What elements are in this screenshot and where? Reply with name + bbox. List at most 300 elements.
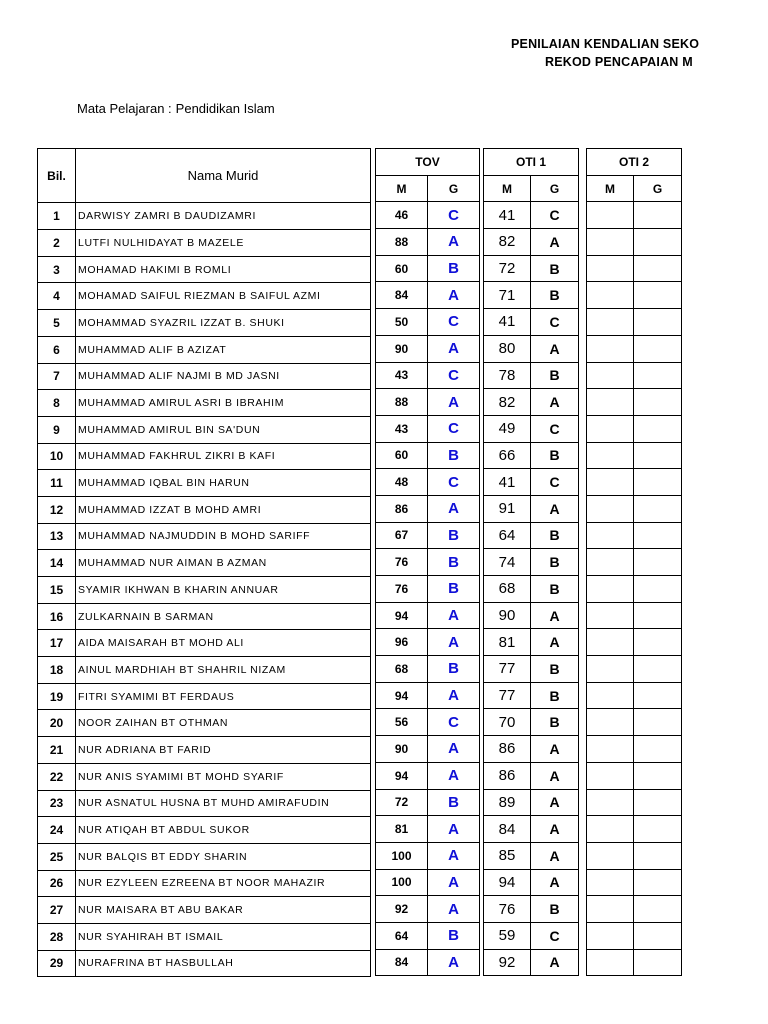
row-bil: 25 <box>38 843 76 870</box>
student-name: LUTFI NULHIDAYAT B MAZELE <box>76 230 371 257</box>
row-bil: 7 <box>38 363 76 390</box>
oti1-mark: 94 <box>484 869 531 896</box>
tov-mark: 48 <box>376 469 428 496</box>
oti1-grade: B <box>531 549 579 576</box>
oti2-grade <box>634 442 682 469</box>
tov-grade: A <box>428 335 480 362</box>
oti1-mark: 90 <box>484 602 531 629</box>
oti1-row <box>484 682 579 709</box>
oti1-mark: 68 <box>484 576 531 603</box>
student-name: SYAMIR IKHWAN B KHARIN ANNUAR <box>76 577 371 604</box>
student-row <box>38 496 371 523</box>
oti2-grade <box>634 389 682 416</box>
oti1-m-header: M <box>484 175 531 202</box>
oti2-table <box>586 148 682 976</box>
student-name: NUR SYAHIRAH BT ISMAIL <box>76 923 371 950</box>
student-row <box>38 363 371 390</box>
row-bil: 15 <box>38 577 76 604</box>
tov-grade: A <box>428 495 480 522</box>
oti2-grade <box>634 949 682 976</box>
oti1-mark: 59 <box>484 922 531 949</box>
tov-grade: B <box>428 522 480 549</box>
oti1-grade: C <box>531 202 579 229</box>
tov-row <box>376 282 480 309</box>
oti1-row <box>484 522 579 549</box>
oti2-mark <box>587 736 634 763</box>
row-bil: 4 <box>38 283 76 310</box>
tov-row <box>376 495 480 522</box>
row-bil: 10 <box>38 443 76 470</box>
oti2-row <box>587 415 682 442</box>
tov-mark: 96 <box>376 629 428 656</box>
oti2-row <box>587 522 682 549</box>
tov-mark: 92 <box>376 896 428 923</box>
oti1-mark: 64 <box>484 522 531 549</box>
oti2-mark <box>587 282 634 309</box>
tov-grade: A <box>428 896 480 923</box>
tov-grade: B <box>428 549 480 576</box>
oti1-mark: 70 <box>484 709 531 736</box>
tov-grade: B <box>428 922 480 949</box>
oti2-mark <box>587 762 634 789</box>
tov-table <box>375 148 480 976</box>
oti1-row <box>484 389 579 416</box>
student-row <box>38 310 371 337</box>
oti2-mark <box>587 656 634 683</box>
oti1-row <box>484 229 579 256</box>
oti1-row <box>484 202 579 229</box>
tov-mark: 56 <box>376 709 428 736</box>
tov-mark: 76 <box>376 576 428 603</box>
student-row <box>38 843 371 870</box>
tov-mark: 68 <box>376 656 428 683</box>
oti2-row <box>587 282 682 309</box>
oti1-grade: B <box>531 709 579 736</box>
tov-grade: A <box>428 389 480 416</box>
oti1-mark: 81 <box>484 629 531 656</box>
student-row <box>38 256 371 283</box>
oti1-row <box>484 335 579 362</box>
oti2-grade <box>634 282 682 309</box>
student-row <box>38 443 371 470</box>
col-bil-header: Bil. <box>38 149 76 203</box>
oti1-row <box>484 922 579 949</box>
oti2-mark <box>587 789 634 816</box>
tov-grade: A <box>428 736 480 763</box>
oti2-mark <box>587 442 634 469</box>
oti1-mark: 82 <box>484 229 531 256</box>
oti1-mark: 49 <box>484 415 531 442</box>
row-bil: 27 <box>38 897 76 924</box>
oti2-mark <box>587 335 634 362</box>
tov-grade: C <box>428 709 480 736</box>
student-row <box>38 603 371 630</box>
oti2-mark <box>587 869 634 896</box>
student-name: NUR MAISARA BT ABU BAKAR <box>76 897 371 924</box>
oti1-grade: B <box>531 442 579 469</box>
oti1-mark: 92 <box>484 949 531 976</box>
oti1-row <box>484 762 579 789</box>
tov-row <box>376 602 480 629</box>
oti2-row <box>587 869 682 896</box>
oti1-grade: A <box>531 789 579 816</box>
student-row <box>38 470 371 497</box>
oti2-row <box>587 362 682 389</box>
oti2-row <box>587 709 682 736</box>
student-row <box>38 203 371 230</box>
row-bil: 12 <box>38 496 76 523</box>
oti1-mark: 89 <box>484 789 531 816</box>
col-name-header: Nama Murid <box>76 149 371 203</box>
student-name: AINUL MARDHIAH BT SHAHRIL NIZAM <box>76 657 371 684</box>
oti1-grade: A <box>531 816 579 843</box>
oti1-row <box>484 656 579 683</box>
oti2-row <box>587 335 682 362</box>
student-row <box>38 870 371 897</box>
tov-row <box>376 442 480 469</box>
tov-row <box>376 629 480 656</box>
oti1-mark: 91 <box>484 495 531 522</box>
oti1-grade: A <box>531 736 579 763</box>
tov-mark: 90 <box>376 736 428 763</box>
oti2-mark <box>587 682 634 709</box>
oti2-grade <box>634 816 682 843</box>
row-bil: 14 <box>38 550 76 577</box>
oti1-mark: 77 <box>484 656 531 683</box>
oti1-grade: C <box>531 415 579 442</box>
tov-mark: 86 <box>376 495 428 522</box>
oti2-row <box>587 309 682 336</box>
oti1-row <box>484 282 579 309</box>
student-name: MUHAMMAD AMIRUL BIN SA'DUN <box>76 416 371 443</box>
student-row <box>38 950 371 977</box>
row-bil: 8 <box>38 390 76 417</box>
tov-mark: 94 <box>376 682 428 709</box>
tov-grade: C <box>428 309 480 336</box>
tov-row <box>376 922 480 949</box>
oti2-grade <box>634 469 682 496</box>
oti1-row <box>484 362 579 389</box>
oti2-grade <box>634 255 682 282</box>
oti1-g-header: G <box>531 175 579 202</box>
student-name: MUHAMMAD NAJMUDDIN B MOHD SARIFF <box>76 523 371 550</box>
student-name: MUHAMMAD NUR AIMAN B AZMAN <box>76 550 371 577</box>
oti2-grade <box>634 709 682 736</box>
oti2-row <box>587 549 682 576</box>
tov-mark: 94 <box>376 602 428 629</box>
tov-mark: 60 <box>376 442 428 469</box>
oti2-grade <box>634 656 682 683</box>
oti2-row <box>587 922 682 949</box>
oti2-mark <box>587 415 634 442</box>
oti2-grade <box>634 789 682 816</box>
tov-row <box>376 202 480 229</box>
oti2-grade <box>634 335 682 362</box>
oti2-mark <box>587 816 634 843</box>
student-row <box>38 817 371 844</box>
student-name: NUR ASNATUL HUSNA BT MUHD AMIRAFUDIN <box>76 790 371 817</box>
student-row <box>38 923 371 950</box>
tov-mark: 88 <box>376 229 428 256</box>
tov-grade: A <box>428 842 480 869</box>
oti1-row <box>484 789 579 816</box>
oti2-mark <box>587 949 634 976</box>
oti1-header: OTI 1 <box>484 149 579 176</box>
oti2-row <box>587 469 682 496</box>
oti1-row <box>484 255 579 282</box>
oti1-mark: 85 <box>484 842 531 869</box>
tov-mark: 46 <box>376 202 428 229</box>
report-title: PENILAIAN KENDALIAN SEKO <box>511 37 700 51</box>
oti2-mark <box>587 629 634 656</box>
oti2-row <box>587 656 682 683</box>
tov-grade: B <box>428 442 480 469</box>
tov-grade: C <box>428 415 480 442</box>
oti1-table <box>483 148 579 976</box>
tov-m-header: M <box>376 175 428 202</box>
oti2-row <box>587 389 682 416</box>
tov-grade: C <box>428 362 480 389</box>
oti2-grade <box>634 415 682 442</box>
student-row <box>38 390 371 417</box>
student-name: MUHAMMAD ALIF NAJMI B MD JASNI <box>76 363 371 390</box>
tov-row <box>376 389 480 416</box>
oti2-row <box>587 229 682 256</box>
oti2-mark <box>587 602 634 629</box>
row-bil: 13 <box>38 523 76 550</box>
oti2-grade <box>634 362 682 389</box>
row-bil: 1 <box>38 203 76 230</box>
oti1-row <box>484 602 579 629</box>
row-bil: 2 <box>38 230 76 257</box>
oti2-mark <box>587 389 634 416</box>
row-bil: 26 <box>38 870 76 897</box>
tov-row <box>376 469 480 496</box>
tov-mark: 100 <box>376 842 428 869</box>
tov-g-header: G <box>428 175 480 202</box>
oti2-grade <box>634 229 682 256</box>
oti1-row <box>484 736 579 763</box>
student-row <box>38 336 371 363</box>
tov-mark: 50 <box>376 309 428 336</box>
oti2-grade <box>634 522 682 549</box>
oti2-mark <box>587 896 634 923</box>
tov-grade: A <box>428 229 480 256</box>
row-bil: 18 <box>38 657 76 684</box>
oti2-grade <box>634 602 682 629</box>
tov-row <box>376 869 480 896</box>
oti1-row <box>484 469 579 496</box>
oti2-row <box>587 789 682 816</box>
oti2-row <box>587 202 682 229</box>
student-row <box>38 763 371 790</box>
tov-row <box>376 522 480 549</box>
oti1-grade: B <box>531 522 579 549</box>
oti2-row <box>587 255 682 282</box>
tov-row <box>376 362 480 389</box>
oti1-mark: 72 <box>484 255 531 282</box>
tov-row <box>376 709 480 736</box>
tov-mark: 67 <box>376 522 428 549</box>
row-bil: 20 <box>38 710 76 737</box>
oti2-row <box>587 602 682 629</box>
oti1-row <box>484 842 579 869</box>
student-row <box>38 710 371 737</box>
student-name: MUHAMMAD ALIF B AZIZAT <box>76 336 371 363</box>
oti2-g-header: G <box>634 175 682 202</box>
row-bil: 9 <box>38 416 76 443</box>
student-row <box>38 230 371 257</box>
row-bil: 6 <box>38 336 76 363</box>
oti1-grade: A <box>531 335 579 362</box>
oti2-mark <box>587 842 634 869</box>
oti1-grade: A <box>531 949 579 976</box>
row-bil: 19 <box>38 683 76 710</box>
row-bil: 29 <box>38 950 76 977</box>
oti1-mark: 74 <box>484 549 531 576</box>
tov-grade: C <box>428 202 480 229</box>
student-row <box>38 523 371 550</box>
oti1-row <box>484 576 579 603</box>
oti1-mark: 77 <box>484 682 531 709</box>
tov-row <box>376 682 480 709</box>
oti2-mark <box>587 255 634 282</box>
row-bil: 24 <box>38 817 76 844</box>
oti1-row <box>484 549 579 576</box>
tov-grade: B <box>428 255 480 282</box>
student-name: MUHAMMAD IZZAT B MOHD AMRI <box>76 496 371 523</box>
oti2-grade <box>634 736 682 763</box>
tov-row <box>376 576 480 603</box>
student-name: NUR BALQIS BT EDDY SHARIN <box>76 843 371 870</box>
oti2-row <box>587 896 682 923</box>
tov-row <box>376 229 480 256</box>
oti2-row <box>587 736 682 763</box>
oti2-mark <box>587 522 634 549</box>
oti1-grade: A <box>531 602 579 629</box>
oti2-mark <box>587 576 634 603</box>
oti2-grade <box>634 549 682 576</box>
tov-mark: 81 <box>376 816 428 843</box>
oti2-grade <box>634 576 682 603</box>
oti1-grade: B <box>531 576 579 603</box>
tov-row <box>376 816 480 843</box>
student-name: DARWISY ZAMRI B DAUDIZAMRI <box>76 203 371 230</box>
student-row <box>38 416 371 443</box>
oti1-row <box>484 816 579 843</box>
student-name: MUHAMMAD IQBAL BIN HARUN <box>76 470 371 497</box>
oti1-mark: 80 <box>484 335 531 362</box>
oti2-mark <box>587 495 634 522</box>
oti1-row <box>484 949 579 976</box>
oti2-row <box>587 629 682 656</box>
tov-mark: 72 <box>376 789 428 816</box>
row-bil: 17 <box>38 630 76 657</box>
row-bil: 16 <box>38 603 76 630</box>
student-row <box>38 897 371 924</box>
tov-mark: 90 <box>376 335 428 362</box>
tov-mark: 43 <box>376 362 428 389</box>
oti2-header: OTI 2 <box>587 149 682 176</box>
oti1-grade: A <box>531 229 579 256</box>
oti1-grade: C <box>531 309 579 336</box>
student-names-table <box>37 148 371 977</box>
oti2-grade <box>634 762 682 789</box>
tov-grade: A <box>428 682 480 709</box>
student-name: NUR ADRIANA BT FARID <box>76 737 371 764</box>
oti1-mark: 41 <box>484 469 531 496</box>
row-bil: 11 <box>38 470 76 497</box>
oti1-row <box>484 495 579 522</box>
student-name: AIDA MAISARAH BT MOHD ALI <box>76 630 371 657</box>
student-name: NURAFRINA BT HASBULLAH <box>76 950 371 977</box>
tov-grade: A <box>428 816 480 843</box>
oti2-row <box>587 495 682 522</box>
oti1-row <box>484 629 579 656</box>
oti1-grade: A <box>531 842 579 869</box>
student-name: MOHAMAD SAIFUL RIEZMAN B SAIFUL AZMI <box>76 283 371 310</box>
tov-grade: B <box>428 789 480 816</box>
oti2-row <box>587 762 682 789</box>
tov-row <box>376 762 480 789</box>
oti1-row <box>484 309 579 336</box>
oti1-grade: A <box>531 762 579 789</box>
row-bil: 28 <box>38 923 76 950</box>
oti2-grade <box>634 495 682 522</box>
student-name: NUR EZYLEEN EZREENA BT NOOR MAHAZIR <box>76 870 371 897</box>
oti1-grade: B <box>531 896 579 923</box>
subject-label: Mata Pelajaran : <box>77 101 172 116</box>
tov-grade: A <box>428 629 480 656</box>
tov-row <box>376 335 480 362</box>
student-row <box>38 683 371 710</box>
report-subtitle: REKOD PENCAPAIAN M <box>545 55 693 69</box>
oti2-grade <box>634 629 682 656</box>
tov-row <box>376 656 480 683</box>
oti1-mark: 76 <box>484 896 531 923</box>
row-bil: 3 <box>38 256 76 283</box>
student-row <box>38 550 371 577</box>
student-name: MUHAMMAD FAKHRUL ZIKRI B KAFI <box>76 443 371 470</box>
tov-grade: A <box>428 282 480 309</box>
subject-line <box>77 101 279 116</box>
student-name: NOOR ZAIHAN BT OTHMAN <box>76 710 371 737</box>
student-row <box>38 577 371 604</box>
student-row <box>38 737 371 764</box>
subject-value: Pendidikan Islam <box>175 101 275 116</box>
row-bil: 5 <box>38 310 76 337</box>
tov-row <box>376 255 480 282</box>
student-name: MUHAMMAD AMIRUL ASRI B IBRAHIM <box>76 390 371 417</box>
tov-row <box>376 896 480 923</box>
tov-grade: B <box>428 576 480 603</box>
oti1-mark: 78 <box>484 362 531 389</box>
oti2-grade <box>634 922 682 949</box>
oti2-grade <box>634 896 682 923</box>
student-name: NUR ANIS SYAMIMI BT MOHD SYARIF <box>76 763 371 790</box>
student-row <box>38 657 371 684</box>
oti1-mark: 71 <box>484 282 531 309</box>
row-bil: 23 <box>38 790 76 817</box>
oti1-row <box>484 415 579 442</box>
oti2-m-header: M <box>587 175 634 202</box>
oti1-grade: C <box>531 922 579 949</box>
oti1-grade: B <box>531 682 579 709</box>
tov-grade: A <box>428 762 480 789</box>
student-name: ZULKARNAIN B SARMAN <box>76 603 371 630</box>
oti1-mark: 41 <box>484 202 531 229</box>
tov-mark: 64 <box>376 922 428 949</box>
